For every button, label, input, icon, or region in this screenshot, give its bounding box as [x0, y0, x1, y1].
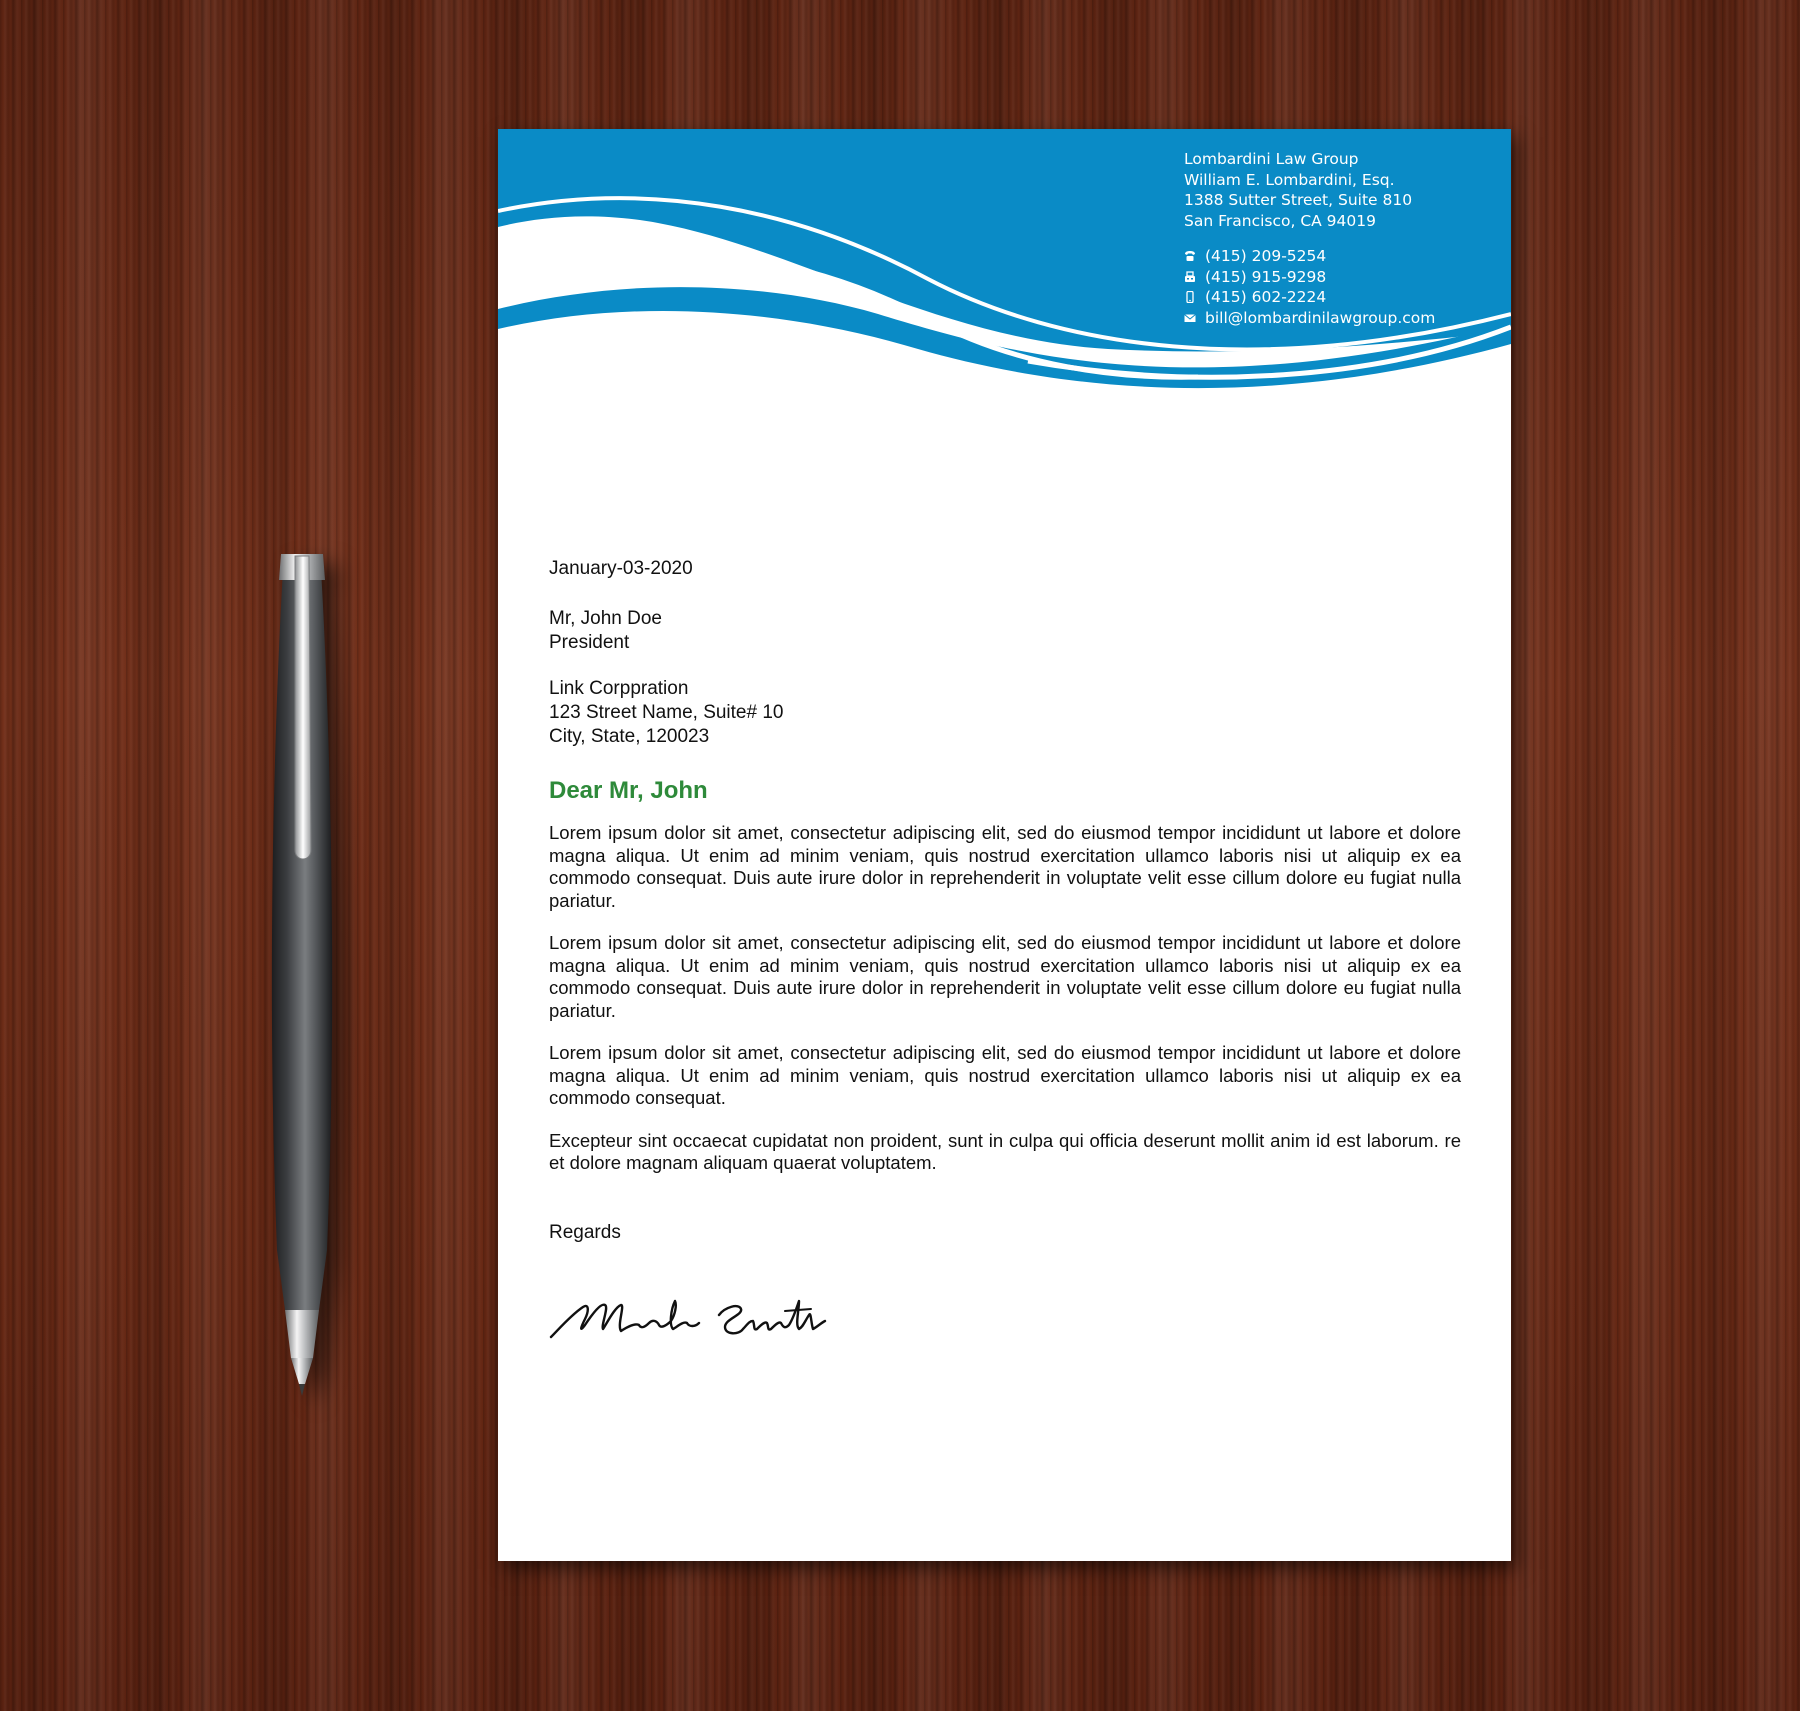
company-address-block: [549, 677, 1461, 749]
letter-body: [549, 557, 1461, 1355]
contact-list: [1184, 246, 1504, 328]
company-name: Link Corppration: [549, 678, 689, 699]
attorney-name: William E. Lombardini, Esq.: [1184, 170, 1395, 189]
letterhead-contact-block: [1184, 149, 1504, 328]
mobile-number: (415) 602-2224: [1205, 288, 1327, 306]
letterhead-page: [498, 129, 1511, 1561]
closing-regards: Regards: [549, 1221, 621, 1243]
letter-date: January-03-2020: [549, 558, 693, 579]
company-street: 123 Street Name, Suite# 10: [549, 702, 784, 723]
contact-mobile: [1184, 287, 1504, 308]
recipient-block: [549, 607, 1461, 655]
fax-icon: [1184, 271, 1196, 283]
firm-name: Lombardini Law Group: [1184, 150, 1359, 168]
company-city: City, State, 120023: [549, 726, 710, 747]
contact-phone: [1184, 246, 1504, 267]
email-icon: [1184, 312, 1196, 324]
pen-image: [255, 550, 355, 1400]
firm-address-line2: San Francisco, CA 94019: [1184, 211, 1376, 230]
firm-address-line1: 1388 Sutter Street, Suite 810: [1184, 191, 1413, 209]
body-paragraph-4: Excepteur sint occaecat cupidatat non proident, sunt in culpa qui officia deserunt mollit anim id est laborum. re et dolore magnam aliquam quaerat voluptatem.: [549, 1129, 1461, 1173]
phone-number: (415) 209-5254: [1205, 247, 1327, 265]
salutation: Dear Mr, John: [549, 777, 708, 804]
body-paragraph-3: Lorem ipsum dolor sit amet, consectetur adipiscing elit, sed do eiusmod tempor incididunt ut labore et dolore magna aliqua. Ut enim ad minim veniam, quis nostrud exercitation ullamco laboris nisi ut aliquip ex ea commodo consequat.: [549, 1042, 1461, 1108]
body-paragraph-2: Lorem ipsum dolor sit amet, consectetur adipiscing elit, sed do eiusmod tempor incididunt ut labore et dolore magna aliqua. Ut enim ad minim veniam, quis nostrud exercitation ullamco laboris nisi ut aliquip ex ea commodo consequat. Duis aute irure dolor in reprehenderit in voluptate velit esse cillum dolore eu fugiat nulla pariatur.: [549, 932, 1461, 1021]
body-paragraph-1: Lorem ipsum dolor sit amet, consectetur adipiscing elit, sed do eiusmod tempor incididunt ut labore et dolore magna aliqua. Ut enim ad minim veniam, quis nostrud exercitation ullamco laboris nisi ut aliquip ex ea commodo consequat. Duis aute irure dolor in reprehenderit in voluptate velit esse cillum dolore eu fugiat nulla pariatur.: [549, 822, 1461, 911]
recipient-name: Mr, John Doe: [549, 608, 662, 629]
mobile-icon: [1184, 291, 1196, 303]
contact-email: [1184, 308, 1504, 329]
email-address: bill@lombardinilawgroup.com: [1205, 308, 1436, 327]
contact-fax: [1184, 267, 1504, 288]
handwritten-signature: [549, 1285, 839, 1355]
recipient-title: President: [549, 632, 630, 653]
phone-icon: [1184, 250, 1196, 262]
fax-number: (415) 915-9298: [1205, 267, 1327, 286]
